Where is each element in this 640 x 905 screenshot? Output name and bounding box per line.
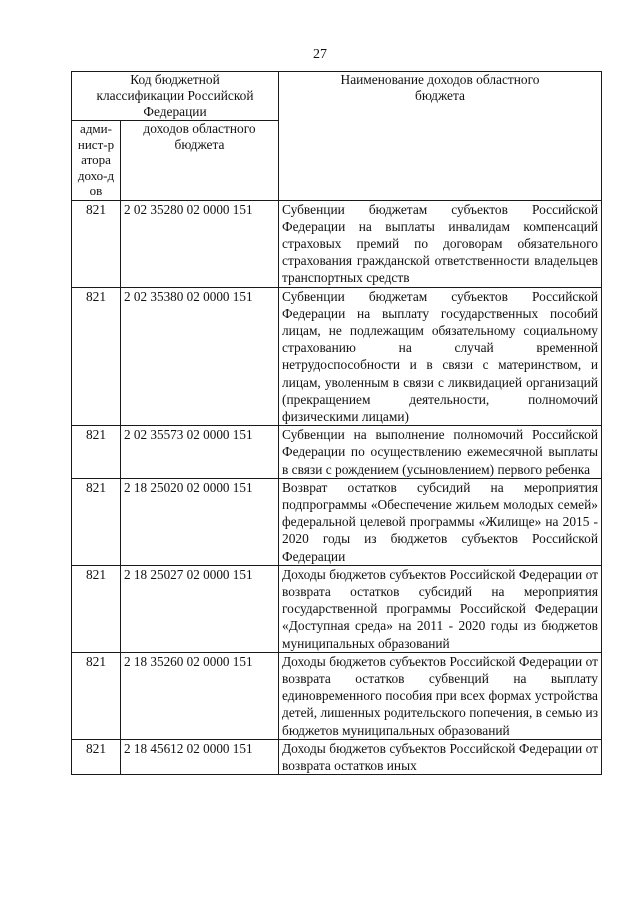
page-number: 27 [313,47,327,62]
admin-code-cell: 821 [72,565,121,652]
income-code-cell: 2 02 35280 02 0000 151 [121,200,279,287]
income-code-cell: 2 18 25020 02 0000 151 [121,478,279,565]
table-row [72,478,602,565]
income-name-cell: Субвенции бюджетам субъектов Российской Федерации на выплаты инвалидам компенсаций страховых премий по договорам обязательного страхования гражданской ответственности владельцев транспортных средств [279,200,602,287]
table-row [72,652,602,739]
admin-column-header [72,121,121,201]
name-column-label: Наименование доходов областного бюджета [340,72,540,103]
income-code-cell: 2 02 35380 02 0000 151 [121,287,279,426]
income-name-cell: Доходы бюджетов субъектов Российской Федерации от возврата остатков субвенций на выплату единовременного пособия при всех формах устройства детей, лишенных родительского попечения, в семью из бюджетов муниципальных образований [279,652,602,739]
admin-column-label: адми-нист-ратора дохо-дов [77,121,115,198]
table-header-row [72,72,602,121]
budget-code-group-header [72,72,279,121]
income-code-cell: 2 18 25027 02 0000 151 [121,565,279,652]
table-row [72,287,602,426]
income-name-cell: Субвенции бюджетам субъектов Российской Федерации на выплату государственных пособий лицам, не подлежащим обязательному социальному страхованию на случай временной нетрудоспособности и в связи с материнством, и лицам, уволенным в связи с ликвидацией организаций (прекращением деятельности, полномочий физическими лицами) [279,287,602,426]
income-column-label: доходов областного бюджета [143,121,256,152]
admin-code-cell: 821 [72,287,121,426]
table-row [72,565,602,652]
admin-code-cell: 821 [72,426,121,479]
income-column-header [121,121,279,201]
table-row [72,426,602,479]
income-name-cell: Доходы бюджетов субъектов Российской Федерации от возврата остатков иных [279,739,602,774]
income-code-cell: 2 18 35260 02 0000 151 [121,652,279,739]
admin-code-cell: 821 [72,200,121,287]
income-name-cell: Субвенции на выполнение полномочий Российской Федерации по осуществлению ежемесячной выплаты в связи с рождением (усыновлением) первого ребенка [279,426,602,479]
table-row [72,739,602,774]
income-name-cell: Доходы бюджетов субъектов Российской Федерации от возврата остатков субсидий на мероприятия государственной программы Российской Федерации «Доступная среда» на 2011 - 2020 годы из бюджетов муниципальных образований [279,565,602,652]
admin-code-cell: 821 [72,739,121,774]
admin-code-cell: 821 [72,478,121,565]
income-code-cell: 2 18 45612 02 0000 151 [121,739,279,774]
budget-code-group-label: Код бюджетной классификации Российской Федерации [96,72,254,119]
income-code-cell: 2 02 35573 02 0000 151 [121,426,279,479]
table-row [72,200,602,287]
budget-classification-table [71,71,602,775]
admin-code-cell: 821 [72,652,121,739]
income-name-cell: Возврат остатков субсидий на мероприятия подпрограммы «Обеспечение жильем молодых семей» федеральной целевой программы «Жилище» на 2015 - 2020 годы из бюджетов субъектов Российской Федерации [279,478,602,565]
name-column-header [279,72,602,201]
